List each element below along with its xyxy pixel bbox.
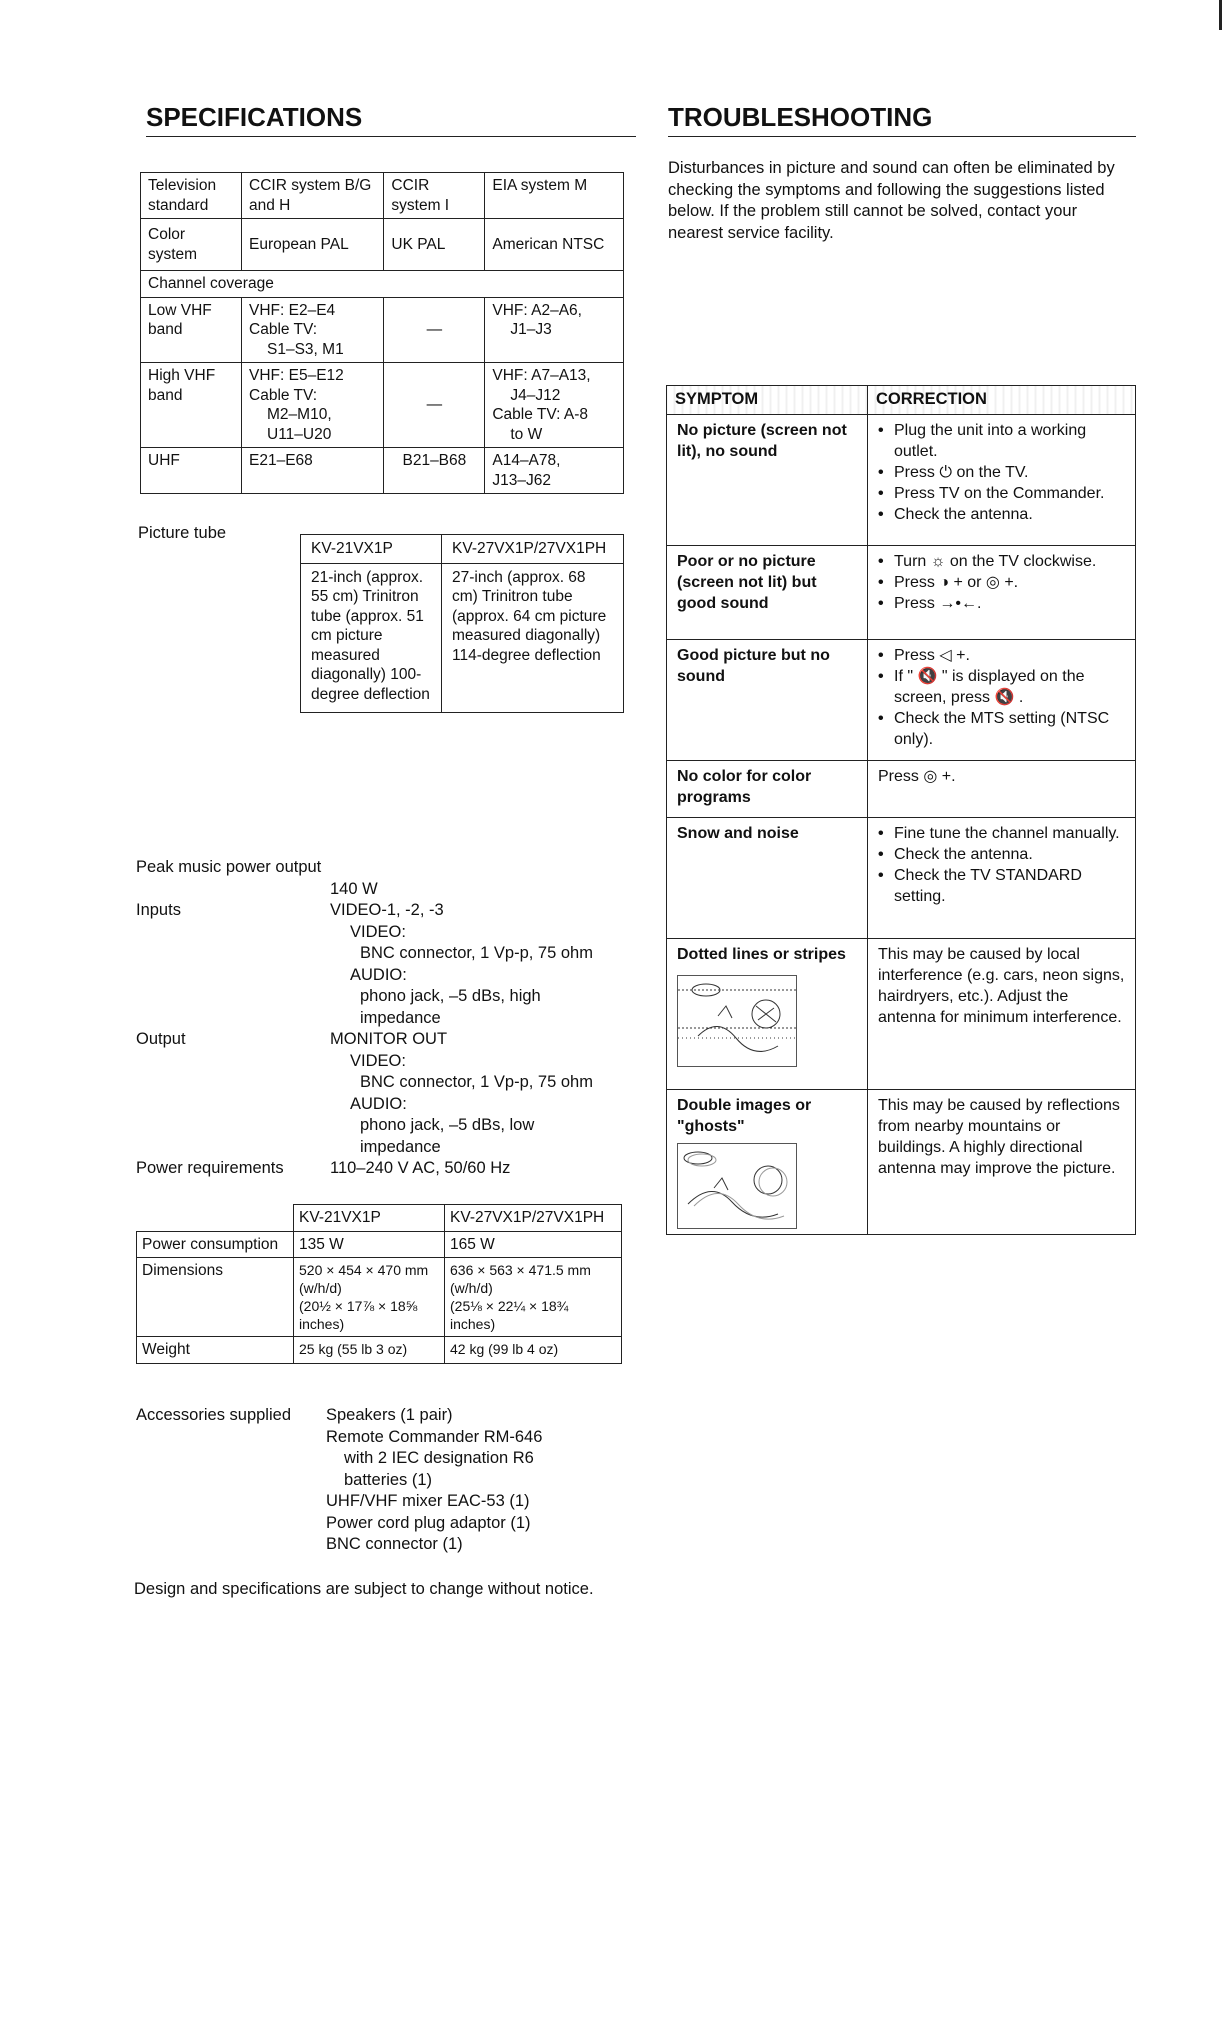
symptom-cell: Snow and noise (667, 817, 868, 938)
table-row (667, 1089, 1136, 1234)
uhf-eia-line: A14–A78, (492, 452, 561, 469)
specifications-section (134, 100, 626, 1598)
dimensions-a-metric: 520 × 454 × 470 mm (w/h/d) (299, 1262, 429, 1296)
output-line: MONITOR OUT (330, 1030, 448, 1048)
dimensions-b-metric: 636 × 563 × 471.5 mm (w/h/d) (450, 1262, 591, 1296)
high-vhf-ccir (242, 363, 384, 448)
table-row (667, 760, 1136, 817)
color-pal: European PAL (242, 219, 384, 271)
power-model-a: KV-21VX1P (294, 1205, 445, 1232)
symptom-cell: Good picture but no sound (667, 639, 868, 760)
uhf-eia (485, 448, 624, 494)
uhf-ukpal: B21–B68 (384, 448, 485, 494)
low-vhf-ccir (242, 297, 384, 363)
tube-model-a: KV-21VX1P (301, 535, 442, 564)
specifications-notice: Design and specifications are subject to change without notice. (134, 1580, 594, 1598)
accessory-item: UHF/VHF mixer EAC-53 (1) (326, 1492, 530, 1510)
tube-desc-b: 27-inch (approx. 68 cm) Trinitron tube (approx. 64 cm picture measured diagonally) 114-degree deflection (442, 563, 624, 713)
high-vhf-ccir-line: Cable TV: (249, 386, 318, 404)
correction-cell: This may be caused by local interference (e.g. cars, neon signs, hairdryers, etc.). Adjust the antenna for minimum interference. (868, 938, 1136, 1089)
correction-item: • Press TV on the Commander. (878, 483, 1125, 504)
high-vhf-eia-line: VHF: A7–A13, (492, 367, 591, 384)
high-vhf-eia (485, 363, 624, 448)
table-row (667, 938, 1136, 1089)
correction-item: • Plug the unit into a working outlet. (878, 420, 1125, 462)
symptom-cell: No color for color programs (667, 760, 868, 817)
power-req-value: 110–240 V AC, 50/60 Hz (330, 1159, 511, 1177)
color-system-label: Color system (141, 219, 242, 271)
accessory-item: BNC connector (1) (326, 1535, 463, 1553)
peak-music-value (330, 879, 626, 901)
inputs-line: VIDEO: (350, 922, 406, 941)
color-ntsc: American NTSC (485, 219, 624, 271)
accessory-item: batteries (1) (344, 1470, 433, 1489)
symptom-header: SYMPTOM (667, 386, 868, 415)
dimensions-a (294, 1258, 445, 1337)
dotted-lines-illustration (677, 975, 797, 1067)
accessories-list (326, 1405, 626, 1556)
correction-item: • Turn ☼ on the TV clockwise. (878, 551, 1125, 572)
troubleshooting-section (668, 100, 1136, 1177)
high-vhf-eia-line: J4–J12 (510, 386, 561, 404)
consumption-b: 165 W (445, 1231, 622, 1258)
table-row (667, 639, 1136, 760)
correction-cell (868, 545, 1136, 639)
scan-edge-mark (1219, 0, 1222, 30)
low-vhf-ukpal: — (384, 297, 485, 363)
correction-item: • Press ⏻ on the TV. (878, 462, 1125, 483)
accessory-item: Power cord plug adaptor (1) (326, 1513, 531, 1532)
high-vhf-label: High VHF band (141, 363, 242, 448)
specifications-heading: SPECIFICATIONS (146, 100, 636, 137)
troubleshooting-heading: TROUBLESHOOTING (668, 100, 1136, 137)
low-vhf-ccir-line: VHF: E2–E4 (249, 301, 336, 319)
power-model-b: KV-27VX1P/27VX1PH (445, 1205, 622, 1232)
table-row (667, 545, 1136, 639)
symptom-cell (667, 938, 868, 1089)
correction-cell: Press ◎ +. (868, 760, 1136, 817)
accessories-label: Accessories supplied (136, 1406, 291, 1424)
correction-cell (868, 414, 1136, 545)
output-row (136, 1029, 626, 1158)
symptom-text: Double images or "ghosts" (677, 1096, 812, 1135)
uhf-label: UHF (141, 448, 242, 494)
accessory-item: Remote Commander RM-646 (326, 1427, 543, 1446)
accessories-block (136, 1405, 626, 1556)
consumption-label: Power consumption (137, 1231, 294, 1258)
correction-item: • Press ◑ + or ◎ +. (878, 572, 1125, 593)
dimensions-a-imperial: (20½ × 17⅞ × 18⅝ inches) (299, 1298, 418, 1332)
correction-item: • Fine tune the channel manually. (878, 823, 1125, 844)
low-vhf-ccir-line: S1–S3, M1 (267, 340, 344, 358)
symptom-cell (667, 1089, 868, 1234)
output-label: Output (136, 1030, 186, 1048)
symptom-text: Dotted lines or stripes (677, 945, 846, 963)
power-req-row (136, 1158, 626, 1180)
peak-music-value-text: 140 W (330, 879, 378, 898)
correction-cell (868, 817, 1136, 938)
weight-a: 25 kg (55 lb 3 oz) (294, 1337, 445, 1364)
tube-desc-a: 21-inch (approx. 55 cm) Trinitron tube (approx. 51 cm picture measured diagonally) 100-degree deflection (301, 563, 442, 713)
power-table (136, 1204, 622, 1364)
output-line: phono jack, –5 dBs, low impedance (360, 1116, 535, 1156)
picture-tube-label: Picture tube (138, 524, 227, 542)
table-row (667, 817, 1136, 938)
low-vhf-label: Low VHF band (141, 297, 242, 363)
inputs-line: BNC connector, 1 Vp-p, 75 ohm (360, 944, 593, 962)
correction-item: • Check the antenna. (878, 844, 1125, 865)
dimensions-b (445, 1258, 622, 1337)
correction-item: • Press ◁ +. (878, 645, 1125, 666)
symptom-cell: No picture (screen not lit), no sound (667, 414, 868, 545)
tv-standard-label: Television standard (141, 173, 242, 219)
low-vhf-eia-line: J1–J3 (510, 321, 552, 338)
output-line: BNC connector, 1 Vp-p, 75 ohm (360, 1073, 593, 1091)
inputs-line: AUDIO: (350, 965, 407, 984)
color-ukpal: UK PAL (384, 219, 485, 271)
low-vhf-eia-line: VHF: A2–A6, (492, 301, 582, 319)
ccir-bg-header: CCIR system B/G and H (242, 173, 384, 219)
power-table-corner (137, 1205, 294, 1232)
ghost-images-illustration (677, 1143, 797, 1229)
tv-standards-table (140, 172, 624, 494)
dimensions-b-imperial: (25⅛ × 22¼ × 18¾ inches) (450, 1298, 569, 1332)
correction-cell (868, 639, 1136, 760)
accessory-item: Speakers (1 pair) (326, 1406, 453, 1424)
peak-music-row (136, 857, 626, 900)
accessory-item: with 2 IEC designation R6 (344, 1449, 534, 1467)
high-vhf-ccir-line: M2–M10, (267, 406, 332, 423)
eia-header: EIA system M (485, 173, 624, 219)
inputs-row (136, 900, 626, 1029)
tube-model-b: KV-27VX1P/27VX1PH (442, 535, 624, 564)
weight-b: 42 kg (99 lb 4 oz) (445, 1337, 622, 1364)
correction-header: CORRECTION (868, 386, 1136, 415)
high-vhf-ukpal: — (384, 363, 485, 448)
correction-cell: This may be caused by reflections from nearby mountains or buildings. A highly directional antenna may improve the picture. (868, 1089, 1136, 1234)
dimensions-label: Dimensions (137, 1258, 294, 1337)
correction-item: • If " 🔇 " is displayed on the screen, press 🔇 . (878, 666, 1125, 708)
output-value (330, 1029, 626, 1158)
low-vhf-ccir-line: Cable TV: (249, 321, 318, 338)
spec-list (136, 857, 626, 1180)
peak-music-label: Peak music power output (136, 858, 322, 876)
high-vhf-ccir-line: VHF: E5–E12 (249, 367, 344, 384)
dotted-lines-icon (678, 976, 796, 1066)
troubleshooting-intro: Disturbances in picture and sound can often be eliminated by checking the symptoms and following the suggestions listed below. If the problem still cannot be solved, contact your nearest service facility. (668, 159, 1115, 242)
ghost-image-icon (678, 1144, 796, 1228)
output-line: VIDEO: (350, 1051, 406, 1070)
inputs-line: phono jack, –5 dBs, high impedance (360, 987, 541, 1027)
power-req-label: Power requirements (136, 1159, 284, 1177)
high-vhf-eia-line: to W (510, 425, 543, 443)
ccir-i-header: CCIR system I (384, 173, 485, 219)
uhf-eia-line: J13–J62 (492, 471, 551, 489)
inputs-label: Inputs (136, 901, 181, 919)
correction-item: • Check the MTS setting (NTSC only). (878, 708, 1125, 750)
channel-coverage-label: Channel coverage (141, 271, 624, 298)
troubleshooting-table (666, 385, 1136, 1235)
picture-tube-table (300, 534, 624, 713)
symptom-cell: Poor or no picture (screen not lit) but good sound (667, 545, 868, 639)
uhf-ccir: E21–E68 (242, 448, 384, 494)
low-vhf-eia (485, 297, 624, 363)
inputs-line: VIDEO-1, -2, -3 (330, 901, 444, 919)
high-vhf-eia-line: Cable TV: A-8 (492, 406, 588, 423)
table-row (667, 414, 1136, 545)
weight-label: Weight (137, 1337, 294, 1364)
correction-item: • Press →•←. (878, 593, 1125, 614)
correction-item: • Check the antenna. (878, 504, 1125, 525)
inputs-value (330, 900, 626, 1029)
high-vhf-ccir-line: U11–U20 (267, 425, 332, 443)
output-line: AUDIO: (350, 1094, 407, 1113)
correction-item: • Check the TV STANDARD setting. (878, 865, 1125, 907)
consumption-a: 135 W (294, 1231, 445, 1258)
